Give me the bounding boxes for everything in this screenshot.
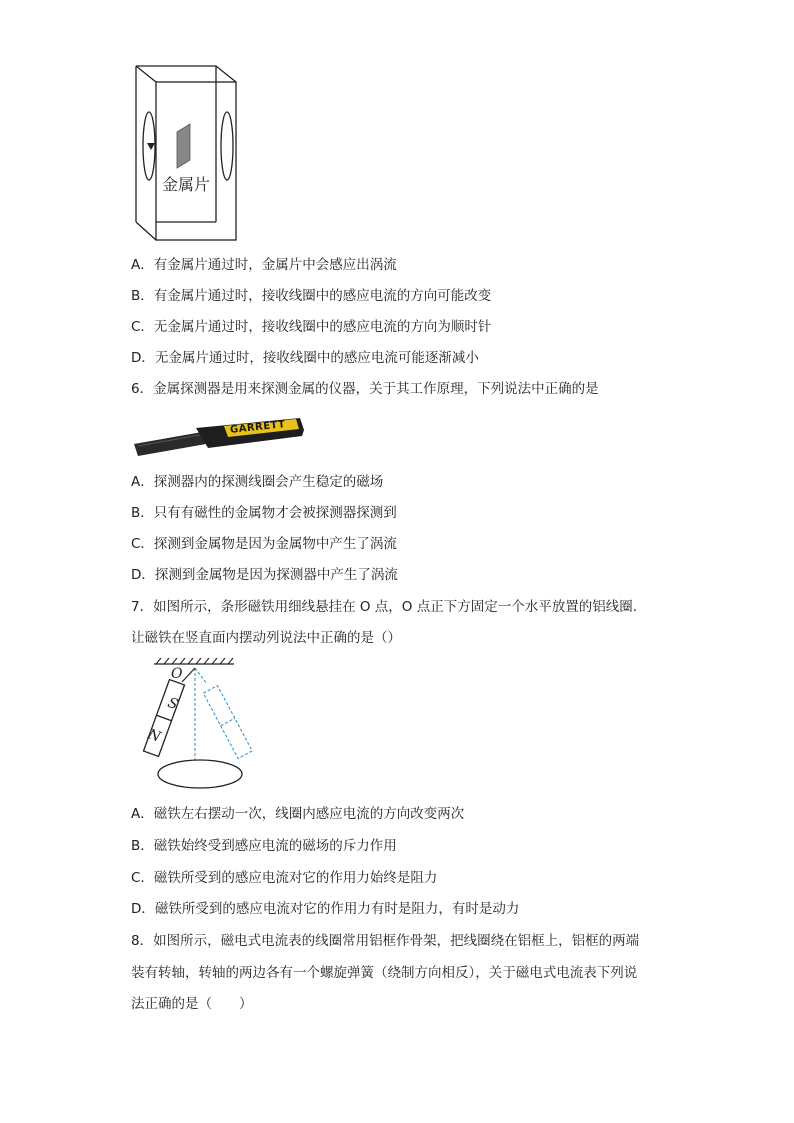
q8-stem-line2: 装有转轴，转轴的两边各有一个螺旋弹簧（绕制方向相反），关于磁电式电流表下列说 bbox=[131, 965, 638, 981]
q6-option-a: A．探测器内的探测线圈会产生稳定的磁场 bbox=[131, 474, 384, 490]
q5-option-b: B．有金属片通过时，接收线圈中的感应电流的方向可能改变 bbox=[131, 288, 492, 304]
q7-stem-line2: 让磁铁在竖直面内摆动列说法中正确的是（） bbox=[131, 630, 401, 646]
q5-option-c: C．无金属片通过时，接收线圈中的感应电流的方向为顺时针 bbox=[131, 319, 492, 335]
magnet-s-label: S bbox=[165, 694, 181, 714]
q5-option-a: A．有金属片通过时，金属片中会感应出涡流 bbox=[131, 257, 397, 273]
q6-option-d: D．探测到金属物是因为探测器中产生了涡流 bbox=[131, 567, 398, 583]
q6-option-c: C．探测到金属物是因为金属物中产生了涡流 bbox=[131, 536, 397, 552]
pivot-o-label: O bbox=[171, 666, 183, 682]
q5-option-d: D．无金属片通过时，接收线圈中的感应电流可能逐渐减小 bbox=[131, 350, 479, 366]
q8-stem-line3: 法正确的是（ ） bbox=[131, 996, 253, 1012]
metal-detector-gate-figure bbox=[134, 64, 244, 244]
metal-sheet-label: 金属片 bbox=[162, 175, 211, 194]
q6-option-b: B．只有有磁性的金属物才会被探测器探测到 bbox=[131, 505, 397, 521]
gate-diagram bbox=[134, 64, 244, 244]
q6-stem: 6．金属探测器是用来探测金属的仪器，关于其工作原理，下列说法中正确的是 bbox=[131, 381, 599, 397]
q7-option-a: A．磁铁左右摆动一次，线圈内感应电流的方向改变两次 bbox=[131, 806, 465, 822]
magnet-n-label: N bbox=[145, 726, 163, 746]
pendulum-diagram bbox=[134, 656, 264, 790]
handheld-metal-detector-figure bbox=[132, 414, 308, 458]
q7-option-d: D．磁铁所受到的感应电流对它的作用力有时是阻力，有时是动力 bbox=[131, 901, 520, 917]
q7-option-c: C．磁铁所受到的感应电流对它的作用力始终是阻力 bbox=[131, 870, 438, 886]
q8-stem-line1: 8．如图所示，磁电式电流表的线圈常用铝框作骨架，把线圈绕在铝框上，铝框的两端 bbox=[131, 933, 640, 949]
brand-label: GARRETT bbox=[229, 419, 286, 436]
q7-option-b: B．磁铁始终受到感应电流的磁场的斥力作用 bbox=[131, 838, 397, 854]
pendulum-magnet-figure bbox=[134, 656, 264, 790]
q7-stem-line1: 7．如图所示，条形磁铁用细线悬挂在 O 点，O 点正下方固定一个水平放置的铝线圈. bbox=[131, 599, 638, 615]
